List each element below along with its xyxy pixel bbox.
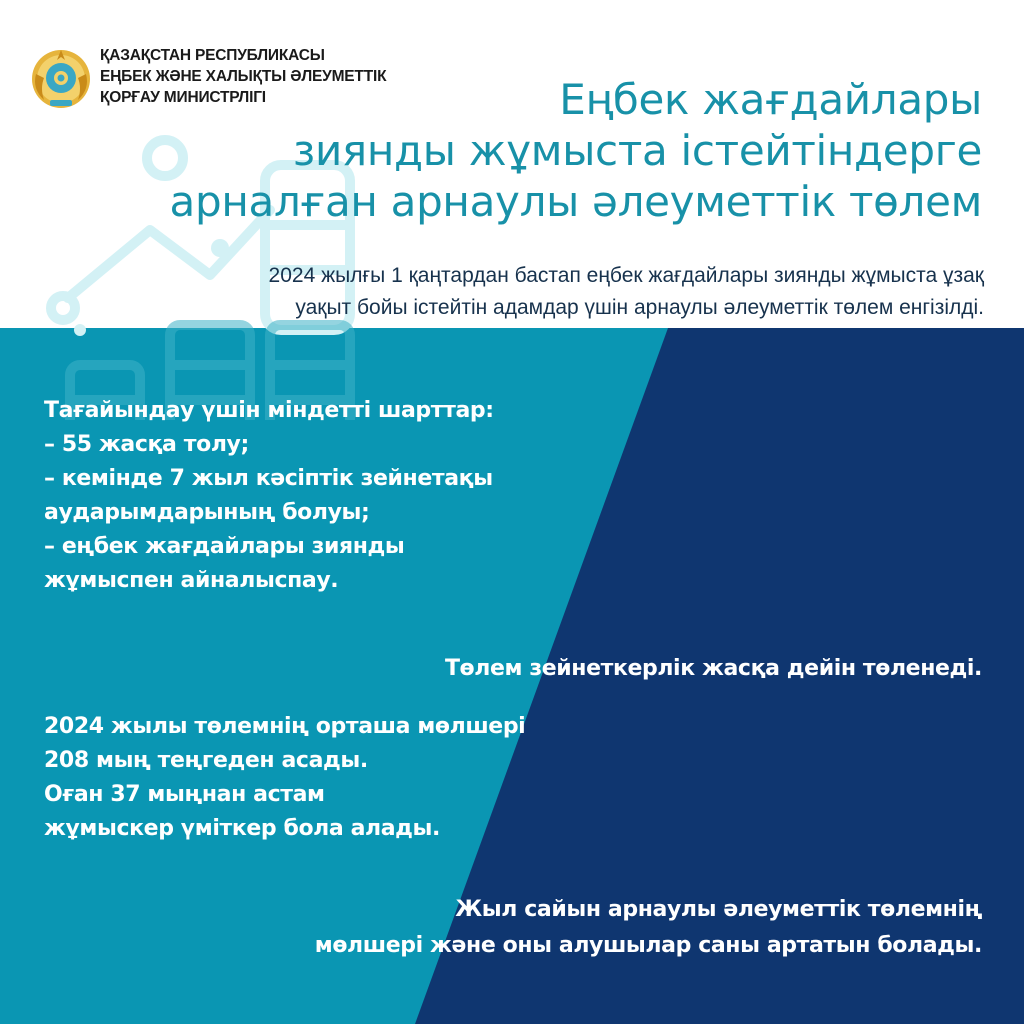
title-line: Еңбек жағдайлары (559, 75, 982, 124)
ministry-line: ҚАЗАҚСТАН РЕСПУБЛИКАСЫ (100, 47, 325, 64)
title-line: зиянды жұмыста істейтіндерге (292, 126, 982, 175)
condition-line: – 55 жасқа толу; (44, 432, 249, 457)
ministry-line: ЕҢБЕК ЖӘНЕ ХАЛЫҚТЫ ӘЛЕУМЕТТІК (100, 68, 387, 85)
annual-line: Жыл сайын арнаулы әлеуметтік төлемнің (455, 897, 982, 922)
kazakhstan-emblem-icon (30, 44, 92, 114)
annual-increase-note (315, 892, 982, 964)
average-line: 2024 жылы төлемнің орташа мөлшері (44, 714, 526, 739)
intro-line: уақыт бойы істейтін адамдар үшін арнаулы әлеуметтік төлем енгізілді. (295, 296, 984, 319)
average-amount-block (44, 710, 525, 846)
average-line: 208 мың теңгеден асады. (44, 748, 368, 773)
condition-line: – еңбек жағдайлары зиянды (44, 534, 405, 559)
condition-line: жұмыспен айналыспау. (44, 568, 339, 593)
conditions-heading: Тағайындау үшін міндетті шарттар: (44, 398, 494, 423)
average-line: Оған 37 мыңнан астам (44, 782, 325, 807)
ministry-line: ҚОРҒАУ МИНИСТРЛІГІ (100, 89, 266, 106)
payment-age-note: Төлем зейнеткерлік жасқа дейін төленеді. (444, 656, 982, 681)
condition-line: – кемінде 7 жыл кәсіптік зейнетақы (44, 466, 493, 491)
page-title (170, 74, 982, 227)
conditions-block (44, 394, 494, 598)
average-line: жұмыскер үміткер бола алады. (44, 816, 441, 841)
annual-line: мөлшері және оны алушылар саны артатын болады. (314, 933, 982, 958)
title-line: арналған арнаулы әлеуметтік төлем (169, 177, 982, 226)
condition-line: аударымдарының болуы; (44, 500, 370, 525)
intro-paragraph (269, 260, 984, 324)
intro-line: 2024 жылғы 1 қаңтардан бастап еңбек жағдайлары зиянды жұмыста ұзақ (268, 264, 984, 287)
